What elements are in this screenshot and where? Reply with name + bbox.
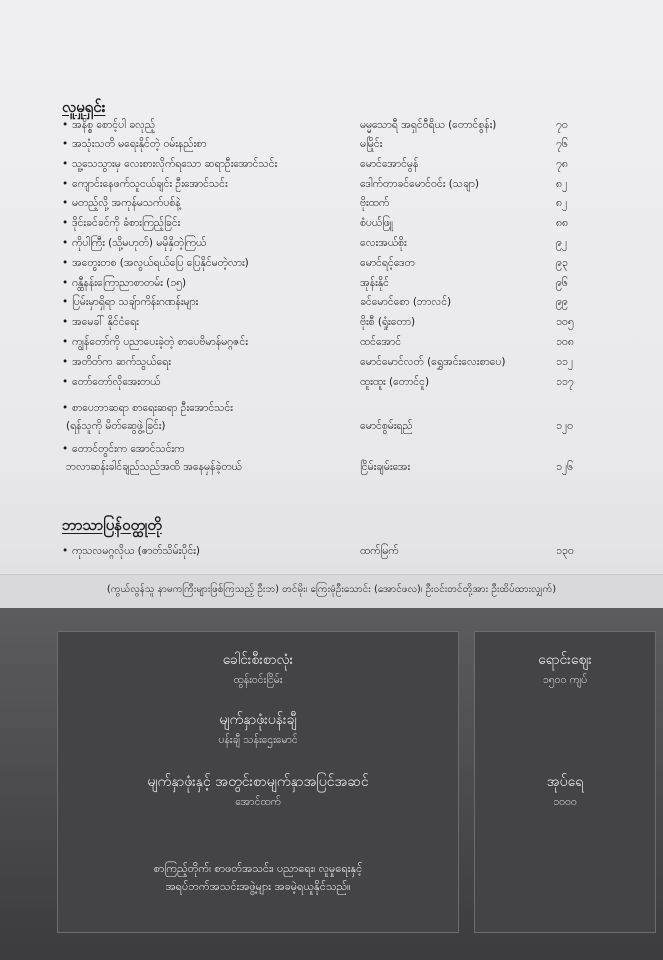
bullet-icon: • (62, 376, 69, 388)
toc-entry-multiline-cont (0, 417, 663, 435)
entry-title: ဒိုင်းခင်ခင်ကို ခံစားကြည့်ခြင်း (72, 217, 181, 229)
entry-page: ၈၂ (556, 178, 568, 190)
entry-title: ပြမ်းမှာရှိရာ သချ်ာကိန်းဂဏန်းများ (72, 296, 199, 308)
entry-title: စာပေဘာဆရာ စာရေးဆရာ ဦးအောင်သင်း (72, 402, 233, 414)
bullet-icon: • (62, 217, 69, 229)
toc-entry (0, 214, 663, 232)
layout-design-name: အောင်ထက် (235, 796, 281, 808)
entry-title: ကျွန်တော်ကို ပညာပေးခဲ့တဲ့ စာပေဗိမာန်မဂ္ဂဇင်း (72, 336, 248, 348)
title-lettering-heading: ခေါင်းစီးစာလုံး (222, 652, 294, 668)
credits-panel (57, 631, 459, 933)
entry-title: အသုံးသတိ မရေးနိုင်တဲ့ ဝမ်းနည်းစာ (72, 138, 207, 150)
bullet-icon: • (62, 138, 69, 150)
entry-author: ထင်အောင် (360, 336, 402, 348)
toc-entry (0, 194, 663, 212)
bullet-icon: • (62, 296, 69, 308)
entry-author: အုန်းနိုင် (360, 277, 389, 289)
entry-page: ၉၂ (556, 237, 568, 249)
layout-design-heading: မျက်နှာဖုံးနှင့် အတွင်းစာမျက်နှာအပြင်အဆင် (147, 774, 369, 790)
entry-title: အတွေးတစ (အလွယ်ရယ်ပြေ ပြေနိုင်မတဲ့လား) (72, 257, 249, 269)
free-distribution-note-line2: အရပ်ဘက်အသင်းအဖွဲ့များ အခမဲ့ရယူနိုင်သည်။ (165, 880, 351, 893)
toc-entry (0, 353, 663, 371)
bullet-icon: • (62, 119, 69, 131)
entry-page: ၇၈ (556, 158, 568, 170)
entry-page: ၇၆ (556, 138, 568, 150)
cover-art-heading: မျက်နှာဖုံးပန်းချီ (219, 712, 297, 728)
price-panel (474, 631, 656, 933)
entry-author: ငြိမ်းချမ်းအေး (360, 461, 411, 473)
entry-title: အမေခါ် နိုင်ငံရေး (72, 316, 139, 328)
entry-author: ဗိုးစီ (ရှုံးတော) (360, 316, 416, 328)
price-value: ၁၅၀၀ ကျပ် (542, 674, 588, 686)
entry-title: ကုသလမဂ္ဂလိုယ (ဇာတ်သိမ်းပိုင်း) (72, 545, 200, 557)
bullet-icon: • (62, 336, 69, 348)
toc-entry (0, 175, 663, 193)
entry-page: ၈၈ (556, 217, 568, 229)
entry-author: ဒေါက်တာခင်မောင်ဝင်း (သချာ) (360, 178, 479, 190)
entry-page: ၉၉ (556, 296, 568, 308)
entry-title: တောင်တွင်းက အောင်သင်းက (72, 443, 185, 455)
toc-entry (0, 373, 663, 391)
title-lettering-name: ထွန်းဝင်းငြိမ်း (233, 674, 283, 686)
entry-page: ၉၃ (556, 257, 568, 269)
entry-page: ၁၃၀ (556, 545, 574, 557)
bullet-icon: • (62, 545, 69, 557)
entry-author: ခင်မောင်စော (ဘာလင်) (360, 296, 452, 308)
toc-entry (0, 116, 663, 134)
cover-art-name: ပန်းချီ သန်းဌေးမောင် (218, 734, 298, 746)
bullet-icon: • (62, 443, 69, 455)
toc-entry (0, 313, 663, 331)
entry-page: ၉၆ (556, 277, 568, 289)
free-distribution-note-line1: စာကြည့်တိုက်၊ စာဖတ်အသင်း၊ ပညာရေး၊ လူမှုရေးနှင့် (153, 862, 363, 875)
print-run-value: ၁၀၀၀ (553, 796, 577, 808)
toc-entry (0, 234, 663, 252)
price-heading: ရောင်းဈေး (538, 652, 592, 668)
toc-entry (0, 135, 663, 153)
entry-author: လေးအယ်စိုး (360, 237, 407, 249)
toc-entry-multiline-cont (0, 458, 663, 476)
entry-author: မမ္မသောရီ အရှင်ဝီရိယ (တောင်စွန်း) (360, 119, 497, 131)
entry-page: ၁၂၆ (556, 461, 573, 473)
entry-author: မမြိုင်း (360, 138, 383, 150)
entry-page: ၁၂၀ (556, 420, 573, 432)
bullet-icon: • (62, 257, 69, 269)
entry-title: ဂန္ထီနန်းကြောညာစာတမ်း (၁၅) (72, 277, 187, 289)
toc-entry (0, 274, 663, 292)
entry-title: မတည့်လို့ အကုန်မသက်ပစ်နဲ့ (72, 197, 181, 209)
entry-page: ၁၁၇ (556, 376, 574, 388)
entry-author: ဗိုးထက် (360, 197, 390, 209)
bullet-icon: • (62, 316, 69, 328)
toc-entry (0, 333, 663, 351)
entry-page: ၁၀၈ (556, 336, 574, 348)
toc-entry (0, 293, 663, 311)
entry-title-cont: (ရန်သူကို မိတ်ဆွေဖွဲ့ခြင်း) (66, 420, 166, 432)
entry-page: ၇၀ (556, 119, 568, 131)
toc-entry-multiline (0, 399, 663, 417)
entry-title: ကျောင်းနေဖက်သူငယ်ချင်း ဦးအောင်သင်း (72, 178, 228, 190)
entry-page: ၁၀၅ (556, 316, 574, 328)
entry-title: အတိတ်က ဆက်သွယ်ရေး (72, 356, 171, 368)
entry-author: ထက်မြက် (360, 545, 399, 557)
entry-author: မောင်အောင်မွန် (360, 158, 419, 170)
entry-author: မောင်စွမ်းရည် (360, 420, 413, 432)
entry-author: စံပယ်ဖြူ (360, 217, 393, 229)
entry-page: ၈၂ (556, 197, 568, 209)
bullet-icon: • (62, 197, 69, 209)
entry-title: ကိုပါကြီး (သို့မဟုတ်) မမိုနှိတဲ့ကြယ် (72, 237, 207, 249)
bullet-icon: • (62, 402, 69, 414)
section-heading-translation: ဘာသာပြန်ဝတ္ထုတို (62, 516, 162, 534)
entry-title-cont: ဘလာဆန်းခါင်ချည်သည်အထိ အနေမှန်ခဲ့တယ် (66, 461, 242, 473)
toc-entry (0, 155, 663, 173)
dedication-text: (ကွယ်လွန်သူ နာမကကြီးများဖြစ်ကြသည့် ဦးဘ) တင်မိုး၊ ကြေးမုံဦးသောင်း (အောင်ဖလ)၊ ဦးဝင်းတင်တို့အား ဦးထိပ်ထားလျှက်) (106, 584, 557, 595)
bullet-icon: • (62, 178, 69, 190)
entry-author: မောင်ရင့်ဒေတ (360, 257, 415, 269)
section-heading-social: လူမှုရှင်း (62, 98, 106, 116)
print-run-heading: အုပ်ရေ (546, 774, 584, 790)
entry-title: အနိစ္စ စောင့်ပါ ခလုည့် (72, 119, 156, 131)
bullet-icon: • (62, 237, 69, 249)
toc-entry (0, 542, 663, 560)
toc-entry (0, 254, 663, 272)
entry-title: တော်တော်လိုအေးတယ် (72, 376, 161, 388)
entry-author: ထူးထူး (တောင်ငူ) (360, 376, 430, 388)
bullet-icon: • (62, 356, 69, 368)
entry-page: ၁၁၂ (556, 356, 573, 368)
entry-author: မောင်မောင်လတ် (ရွှေအင်းလေးစာပေ) (360, 356, 506, 368)
toc-entry-multiline (0, 440, 663, 458)
entry-title: သူ့သေသွားမှ လေးစားလိုက်ရသော ဆရာဦးအောင်သင်း (72, 158, 278, 170)
bullet-icon: • (62, 277, 69, 289)
bullet-icon: • (62, 158, 69, 170)
